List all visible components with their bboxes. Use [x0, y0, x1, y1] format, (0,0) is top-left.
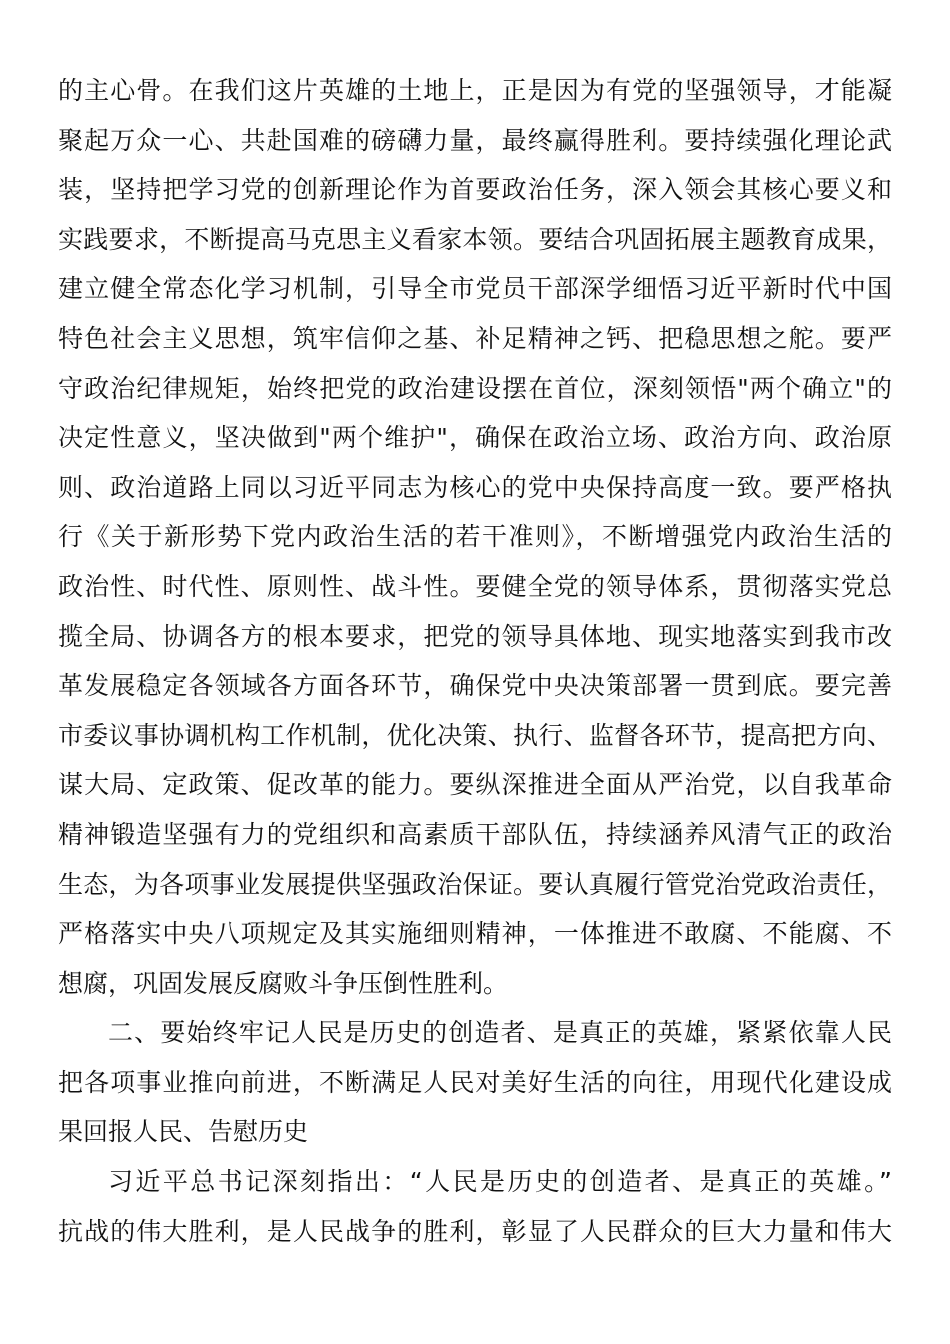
- text-line: 装，坚持把学习党的创新理论作为首要政治任务，深入领会其核心要义和: [58, 175, 892, 205]
- text-line: 的主心骨。在我们这片英雄的土地上，正是因为有党的坚强领导，才能凝: [58, 76, 892, 105]
- text-line: 革发展稳定各领域各方面各环节，确保党中央决策部署一贯到底。要完善: [58, 671, 892, 701]
- text-line: 则、政治道路上同以习近平同志为核心的党中央保持高度一致。要严格执: [58, 472, 892, 502]
- text-line: 决定性意义，坚决做到"两个维护"，确保在政治立场、政治方向、政治原: [58, 423, 892, 453]
- text-line: 建立健全常态化学习机制，引导全市党员干部深学细悟习近平新时代中国: [58, 274, 892, 304]
- text-line: 行《关于新形势下党内政治生活的若干准则》，不断增强党内政治生活的: [58, 522, 892, 552]
- text-line: 习近平总书记深刻指出：“人民是历史的创造者、是真正的英雄。”: [108, 1167, 892, 1197]
- text-line: 政治性、时代性、原则性、战斗性。要健全党的领导体系，贯彻落实党总: [58, 571, 892, 601]
- text-line: 严格落实中央八项规定及其实施细则精神，一体推进不敢腐、不能腐、不: [58, 919, 892, 949]
- document-page: [58, 66, 892, 1256]
- text-line: 特色社会主义思想，筑牢信仰之基、补足精神之钙、把稳思想之舵。要严: [58, 323, 892, 353]
- text-line: 想腐，巩固发展反腐败斗争压倒性胜利。: [58, 968, 509, 998]
- text-line: 聚起万众一心、共赴国难的磅礴力量，最终赢得胜利。要持续强化理论武: [58, 125, 892, 155]
- text-line: 市委议事协调机构工作机制，优化决策、执行、监督各环节，提高把方向、: [58, 720, 892, 750]
- section-heading-line: 二、要始终牢记人民是历史的创造者、是真正的英雄，紧紧依靠人民: [108, 1018, 892, 1048]
- text-line: 抗战的伟大胜利，是人民战争的胜利，彰显了人民群众的巨大力量和伟大: [58, 1216, 892, 1246]
- text-line: 实践要求，不断提高马克思主义看家本领。要结合巩固拓展主题教育成果，: [58, 224, 892, 254]
- text-line: 生态，为各项事业发展提供坚强政治保证。要认真履行管党治党政治责任，: [58, 869, 892, 899]
- section-heading-line: 果回报人民、告慰历史: [58, 1117, 309, 1147]
- text-line: 揽全局、协调各方的根本要求，把党的领导具体地、现实地落实到我市改: [58, 621, 892, 651]
- text-line: 守政治纪律规矩，始终把党的政治建设摆在首位，深刻领悟"两个确立"的: [58, 373, 892, 403]
- text-line: 精神锻造坚强有力的党组织和高素质干部队伍，持续涵养风清气正的政治: [58, 819, 892, 849]
- section-heading-line: 把各项事业推向前进，不断满足人民对美好生活的向往，用现代化建设成: [58, 1067, 892, 1097]
- text-line: 谋大局、定政策、促改革的能力。要纵深推进全面从严治党，以自我革命: [58, 770, 892, 800]
